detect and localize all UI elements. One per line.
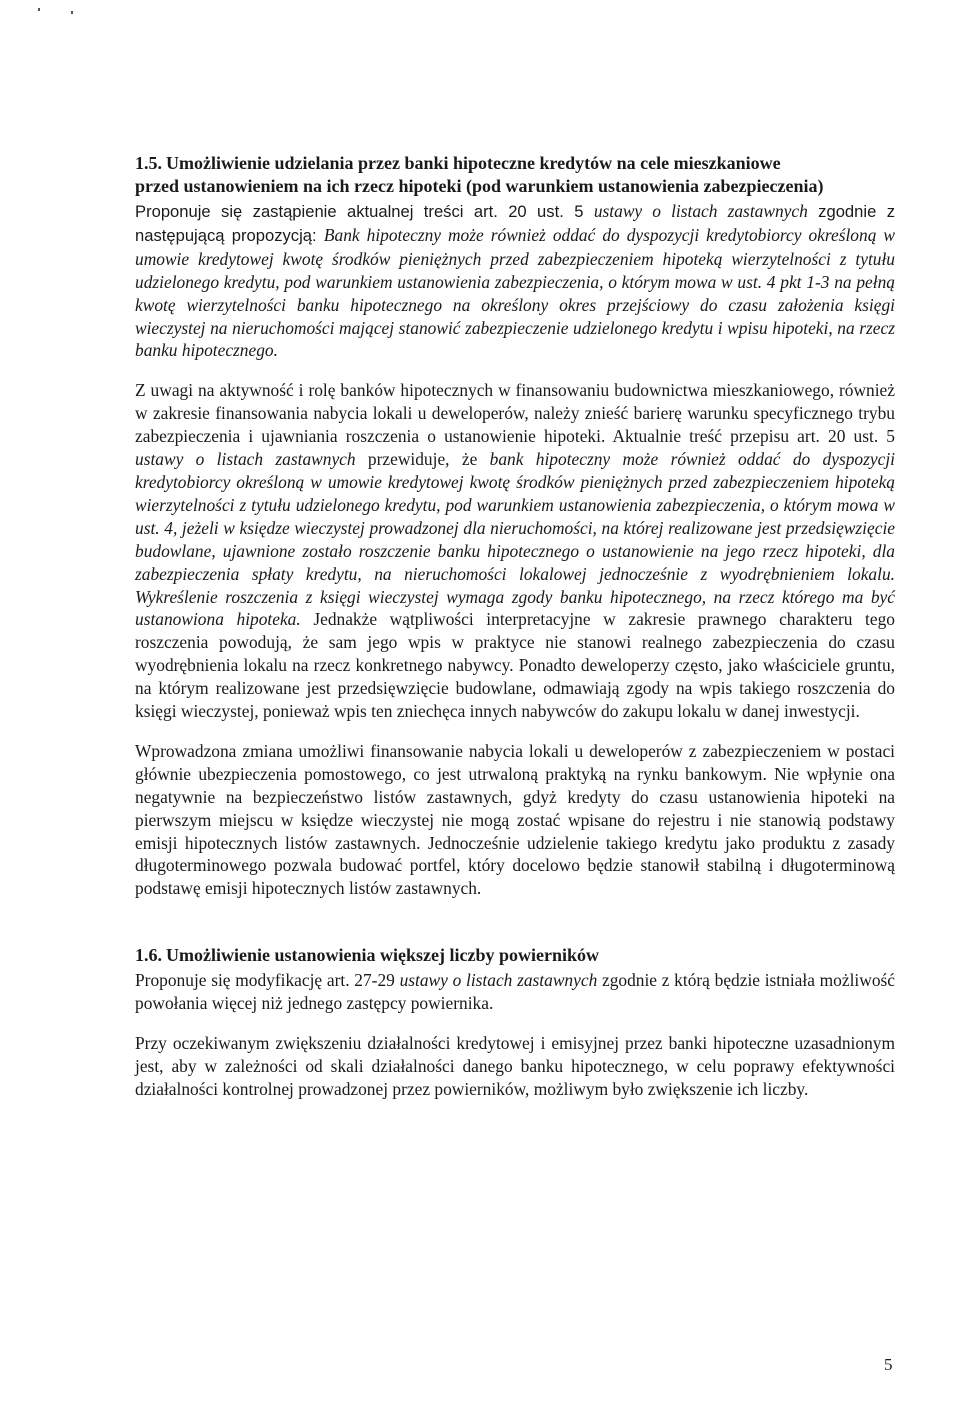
quoted-provision: bank hipoteczny może również oddać do dyspozycji kredytobiorcy określoną w umowie kredytowej kwotę środków pieniężnych przed zabezpieczeniem hipoteką wierzytelności z tytułu udzielonego kredytu, pod warunkiem ustanowienia zabezpieczenia, o którym mowa w ust. 4, jeżeli w księdze wieczystej prowadzonej dla nieruchomości, na której realizowane jest przedsięwzięcie budowlane, ujawnione zostało roszczenie banku hipotecznego o ustanowienie na jego rzecz hipoteki, dla zabezpieczenia spłaty kredytu, na nieruchomości lokalowej jednocześnie z wyodrębnieniem lokalu. Wykreślenie roszczenia z księgi wieczystej wymaga zgody banku hipotecznego, na rzecz którego ma być ustanowiona hipoteka. — [135, 449, 895, 630]
section-spacer — [135, 900, 895, 944]
page-number: 5 — [884, 1355, 893, 1374]
section-title-continued: przed ustanowieniem na ich rzecz hipoteki (pod warunkiem ustanowienia zabezpieczenia) — [135, 176, 824, 196]
paragraph: Wprowadzona zmiana umożliwi finansowanie nabycia lokali u deweloperów z zabezpieczeniem w postaci głównie ubezpieczenia pomostowego, co jest utrwaloną praktyką na rynku bankowym. Nie wpłynie ona negatywnie na bezpieczeństwo listów zastawnych, gdyż kredyty do czasu ustanowienia hipoteki na pierwszym miejscu w księdze wieczystej nie mogą zostać wpisane do rejestru i nie stanowią podstawy emisji hipotecznych listów zastawnych. Jednocześnie udzielenie takiego kredytu jako produktu z zasady długoterminowego pozwala budować portfel, który docelowo będzie stanowił stabilną i długoterminową podstawę emisji hipotecznych listów zastawnych. — [135, 740, 895, 899]
section-1-5 — [135, 152, 895, 900]
section-title: Umożliwienie udzielania przez banki hipoteczne kredytów na cele mieszkaniowe — [166, 153, 781, 173]
paragraph: Przy oczekiwanym zwiększeniu działalności kredytowej i emisyjnej przez banki hipoteczne uzasadnionym jest, aby w zależności od skali działalności danego banku hipotecznego, w celu poprawy efektywności działalności kontrolnej prowadzonej przez powierników, możliwym było zwiększenie ich liczby. — [135, 1033, 895, 1099]
scan-speck — [71, 11, 73, 14]
section-number: 1.5. — [135, 153, 162, 173]
act-title: ustawy o listach zastawnych — [399, 970, 598, 991]
quoted-provision: Bank hipoteczny może również oddać do dyspozycji kredytobiorcy określoną w umowie kredytowej kwotę środków pieniężnych przed zabezpieczeniem hipoteką wierzytelności z tytułu udzielonego kredytu, pod warunkiem ustanowienia zabezpieczenia, o którym mowa w ust. 4 pkt 1-3 na pełną kwotę wierzytelności banku hipotecznego na określony okres przejściowy do czasu założenia księgi wieczystej na nieruchomości mającej stanowić zabezpieczenie udzielonego kredytu i wpisu hipoteki, na rzecz banku hipotecznego. — [135, 224, 895, 361]
act-title: ustawy o listach zastawnych — [135, 449, 356, 470]
document-page — [135, 152, 895, 1101]
section-1-6 — [135, 944, 895, 1101]
scan-speck — [38, 8, 40, 11]
section-title: Umożliwienie ustanowienia większej liczby powierników — [166, 945, 599, 966]
paragraph — [135, 200, 895, 362]
paragraph-text: Proponuje się modyfikację art. 27-29 — [135, 970, 400, 991]
paragraph-text: Z uwagi na aktywność i rolę banków hipotecznych w finansowaniu budownictwa mieszkaniowego, również w zakresie finansowania nabycia lokali u deweloperów, należy znieść barierę warunku specyficznego trybu zabezpieczenia i ujawniania roszczenia o ustanowienie hipoteki. Aktualnie treść przepisu art. 20 ust. 5 — [135, 380, 895, 447]
paragraph-text: Proponuje się zastąpienie aktualnej treści art. 20 ust. 5 — [135, 202, 594, 221]
paragraph-text: zgodnie z następującą propozycją: — [135, 202, 895, 245]
section-heading — [135, 152, 895, 198]
paragraph — [135, 379, 895, 723]
paragraph-text: zgodnie z którą będzie istniała możliwość powołania więcej niż jednego zastępcy powiernika. — [135, 970, 895, 1014]
act-title: ustawy o listach zastawnych — [593, 201, 808, 221]
section-number: 1.6. — [135, 945, 162, 966]
paragraph-text: Jednakże wątpliwości interpretacyjne w zakresie prawnego charakteru tego roszczenia powodują, że sam jego wpis w praktyce nie stanowi realnego zabezpieczenia do czasu wyodrębnienia lokalu na rzecz konkretnego nabywcy. Ponadto deweloperzy często, jako właściciele gruntu, na którym realizowane jest przedsięwzięcie budowlane, odmawiają zgody na wpis takiego roszczenia do księgi wieczystej, ponieważ wpis ten zniechęca innych nabywców do zakupu lokalu w danej inwestycji. — [135, 609, 895, 722]
paragraph — [135, 969, 895, 1015]
section-heading — [135, 944, 895, 967]
paragraph-text: przewiduje, że — [355, 449, 490, 470]
